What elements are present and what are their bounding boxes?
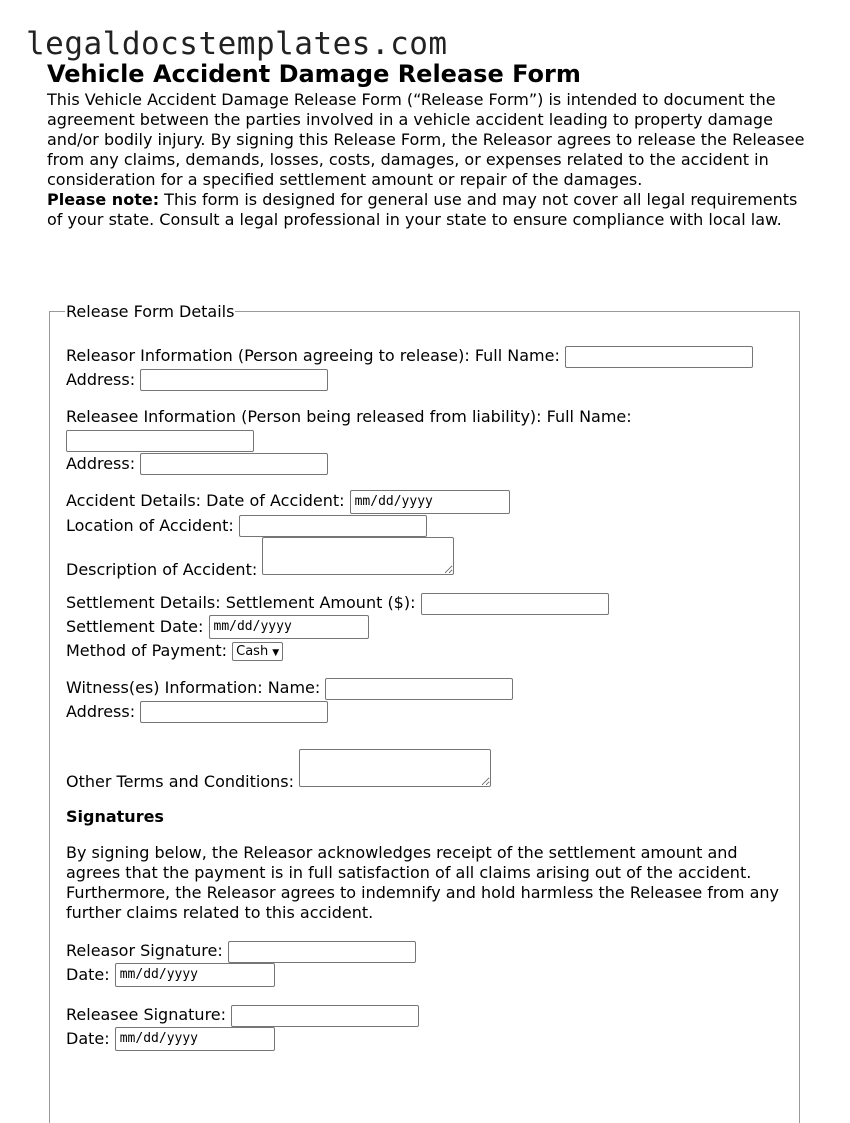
witness-address-label: Address: [66,701,136,721]
settlement-date-label: Settlement Date: [66,616,204,636]
releasor-signature-label: Releasor Signature: [66,941,223,960]
witness-name-input[interactable] [325,678,513,700]
releasee-signature-row [66,1003,783,1051]
releasor-name-input[interactable] [565,346,753,368]
witness-name-label: Witness(es) Information: Name: [66,678,321,697]
signatures-paragraph: By signing below, the Releasor acknowledges receipt of the settlement amount and agrees that the payment is in full satisfaction of all claims arising out of the accident. Furthermore, the Releasor agrees to indemnify and hold harmless the Releasee from any further claims related to this accident. [66,843,779,922]
other-terms-textarea[interactable] [299,749,491,787]
releasor-signature-input[interactable] [228,941,416,963]
releasee-date-label: Date: [66,1028,110,1048]
releasee-date-input[interactable]: mm/dd/yyyy [115,1027,275,1051]
other-terms-label: Other Terms and Conditions: [66,772,294,791]
releasee-name-row [66,405,783,475]
other-terms-row [66,749,783,793]
accident-description-textarea[interactable] [262,537,454,575]
chevron-down-icon: ▼ [272,648,280,658]
accident-date-label: Accident Details: Date of Accident: [66,491,345,510]
accident-description-label: Description of Accident: [66,560,258,579]
releasor-date-label: Date: [66,964,110,984]
releasor-address-label: Address: [66,369,136,389]
releasee-address-input[interactable] [140,453,328,475]
accident-location-label: Location of Accident: [66,515,234,535]
releasee-address-label: Address: [66,453,136,473]
releasee-signature-input[interactable] [231,1005,419,1027]
accident-row [66,489,783,581]
site-watermark: legaldocstemplates.com [26,26,448,62]
witness-row [66,676,783,723]
releasee-name-label: Releasee Information (Person being released from liability): Full Name: [66,407,632,426]
settlement-amount-input[interactable] [421,593,609,615]
releasor-name-label: Releasor Information (Person agreeing to release): Full Name: [66,346,560,365]
releasor-date-input[interactable]: mm/dd/yyyy [115,963,275,987]
releasee-signature-label: Releasee Signature: [66,1005,227,1024]
accident-location-input[interactable] [239,515,427,537]
witness-address-input[interactable] [140,701,328,723]
payment-method-value: Cash [236,644,269,659]
accident-date-input[interactable]: mm/dd/yyyy [350,490,510,514]
note-label: Please note: [47,190,160,209]
releasor-signature-row [66,939,783,987]
note-text: This form is designed for general use and may not cover all legal requirements of your state. Consult a legal professional in your state to ensure compliance with local law. [47,190,798,229]
releasor-name-row [66,344,783,391]
payment-method-select[interactable] [232,642,283,661]
release-form-fieldset [49,302,800,1123]
release-form-legend: Release Form Details [66,302,235,321]
note-paragraph [47,190,807,230]
intro-paragraph: This Vehicle Accident Damage Release Form (“Release Form”) is intended to document the agreement between the parties involved in a vehicle accident leading to property damage and/or bodily injury. By signing this Release Form, the Releasor agrees to release the Releasee from any claims, demands, losses, costs, damages, or expenses related to the accident in consideration for a specified settlement amount or repair of the damages. [47,90,805,189]
settlement-date-input[interactable]: mm/dd/yyyy [209,615,369,639]
releasor-address-input[interactable] [140,369,328,391]
signatures-heading: Signatures [66,807,164,826]
releasee-name-input[interactable] [66,430,254,452]
settlement-amount-label: Settlement Details: Settlement Amount ($): [66,593,416,612]
page-title: Vehicle Accident Damage Release Form [47,60,581,88]
settlement-row [66,591,783,662]
document-body [47,58,807,230]
payment-method-label: Method of Payment: [66,641,228,660]
